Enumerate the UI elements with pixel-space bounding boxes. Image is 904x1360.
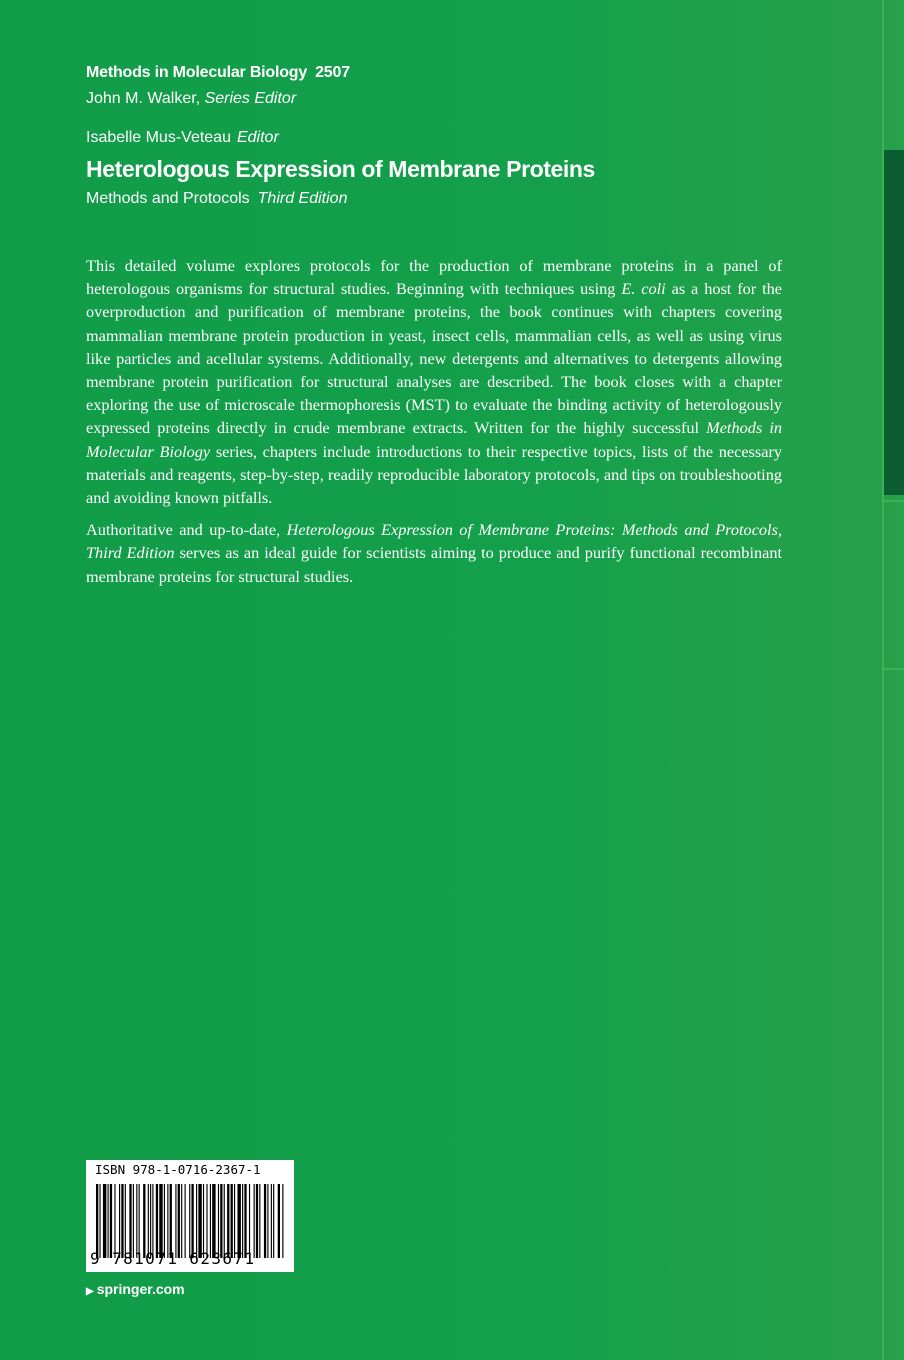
isbn-barcode	[86, 1160, 294, 1272]
barcode-bar	[119, 1184, 120, 1258]
barcode-bar	[224, 1184, 225, 1258]
series-title: Methods in Molecular Biology	[86, 64, 308, 81]
publisher-link[interactable]	[86, 1281, 185, 1297]
barcode-bar	[133, 1184, 134, 1258]
isbn-label: ISBN 978-1-0716-2367-1	[95, 1162, 261, 1177]
barcode-bar	[189, 1184, 190, 1258]
series-editor-role: Series Editor	[204, 90, 297, 107]
barcode-bar	[108, 1184, 109, 1258]
barcode-bar	[156, 1184, 158, 1258]
barcode-bar	[148, 1184, 149, 1258]
barcode-bar	[167, 1184, 168, 1258]
text-run: Authoritative and up-to-date,	[86, 520, 287, 540]
barcode-bar	[152, 1184, 153, 1258]
barcode-bar	[203, 1184, 204, 1258]
barcode-bar	[249, 1184, 250, 1258]
book-editor-name: Isabelle Mus-Veteau	[86, 129, 231, 146]
barcode-bar	[121, 1184, 123, 1258]
italic-run: Methods in Molecular Biology	[86, 418, 782, 461]
series-editor-name: John M. Walker,	[86, 90, 201, 107]
italic-run: Heterologous Expression of Membrane Proteins: Methods and Protocols, Third Edition	[86, 520, 782, 563]
publisher-url: springer.com	[96, 1281, 185, 1297]
book-title: Heterologous Expression of Membrane Proteins	[86, 156, 595, 182]
barcode-bar	[129, 1184, 131, 1258]
barcode-bar	[96, 1184, 98, 1258]
barcode-bar	[191, 1184, 193, 1258]
barcode-bar	[125, 1184, 126, 1258]
barcode-bar	[278, 1184, 280, 1258]
subtitle-text: Methods and Protocols	[86, 190, 250, 207]
text-run: series, chapters include introductions to their respective topics, lists of the necessary materials and reagents, step-by-step, readily reproducible laboratory protocols, and tips on troubleshooting and avoiding known pitfalls.	[86, 441, 783, 508]
barcode-bar	[220, 1184, 222, 1258]
barcode-bar	[206, 1184, 207, 1258]
barcode-bar	[218, 1184, 219, 1258]
barcode-bar	[234, 1184, 235, 1258]
barcode-bar	[185, 1184, 186, 1258]
barcode-bar	[282, 1184, 283, 1258]
series-name	[86, 64, 350, 82]
barcode-bar	[227, 1184, 229, 1258]
barcode-bar	[273, 1184, 274, 1258]
barcode-bar	[181, 1184, 182, 1258]
barcode-bar	[136, 1184, 137, 1258]
barcode-bar	[110, 1184, 112, 1258]
barcode-bar	[170, 1184, 172, 1258]
description-paragraph-1	[86, 254, 782, 509]
barcode-bar	[159, 1184, 162, 1258]
barcode-bar	[237, 1184, 240, 1258]
barcode-bar	[242, 1184, 243, 1258]
series-number: 2507	[315, 64, 350, 81]
book-description	[86, 254, 782, 597]
barcode-bar	[212, 1184, 215, 1258]
barcode-bar	[164, 1184, 165, 1258]
edition-text: Third Edition	[257, 190, 348, 207]
spine-tick	[884, 668, 904, 670]
barcode-bar	[264, 1184, 266, 1258]
spine-tick	[884, 500, 904, 502]
italic-run: E. coli	[621, 279, 666, 299]
barcode-bar	[178, 1184, 180, 1258]
barcode-bar	[103, 1184, 106, 1258]
barcode-bar	[271, 1184, 272, 1258]
series-editor	[86, 90, 296, 108]
description-paragraph-2	[86, 518, 782, 588]
book-editor-role: Editor	[236, 129, 279, 146]
barcode-bar	[99, 1184, 100, 1258]
barcode-bar	[150, 1184, 151, 1258]
book-editor	[86, 129, 279, 147]
barcode-bar	[198, 1184, 201, 1258]
barcode-bar	[139, 1184, 140, 1258]
barcode-bar	[114, 1184, 115, 1258]
barcode-bar	[254, 1184, 255, 1258]
barcode-bars	[96, 1184, 284, 1258]
barcode-bar	[267, 1184, 268, 1258]
barcode-digits: 9 781071 623671	[90, 1249, 256, 1268]
barcode-bar	[256, 1184, 258, 1258]
barcode-bar	[259, 1184, 260, 1258]
text-run: serves as an ideal guide for scientists aiming to produce and purify functional recombinant membrane proteins for structural studies.	[86, 543, 782, 586]
barcode-bar	[210, 1184, 211, 1258]
text-run: as a host for the overproduction and purification of membrane proteins, the book continues with chapters covering mammalian membrane protein production in yeast, insect cells, mammalian cells, as well as using virus like particles and acellular systems. Additionally, new detergents and alternatives to detergents allowing membrane protein purification for structural analyses are described. The book closes with a chapter exploring the use of microscale thermophoresis (MST) to evaluate the binding activity of heterologously expressed proteins directly in crude membrane extracts. Written for the highly successful	[86, 279, 783, 438]
barcode-bar	[196, 1184, 197, 1258]
barcode-bar	[143, 1184, 145, 1258]
book-subtitle	[86, 190, 347, 208]
barcode-bar	[175, 1184, 176, 1258]
barcode-bar	[231, 1184, 233, 1258]
triangle-right-icon: ▶	[86, 1286, 94, 1297]
barcode-bar	[244, 1184, 246, 1258]
spine-dark-band	[884, 150, 904, 495]
text-run: This detailed volume explores protocols for the production of membrane proteins in a panel of heterologous organisms for structural studies. Beginning with techniques using	[86, 256, 782, 299]
